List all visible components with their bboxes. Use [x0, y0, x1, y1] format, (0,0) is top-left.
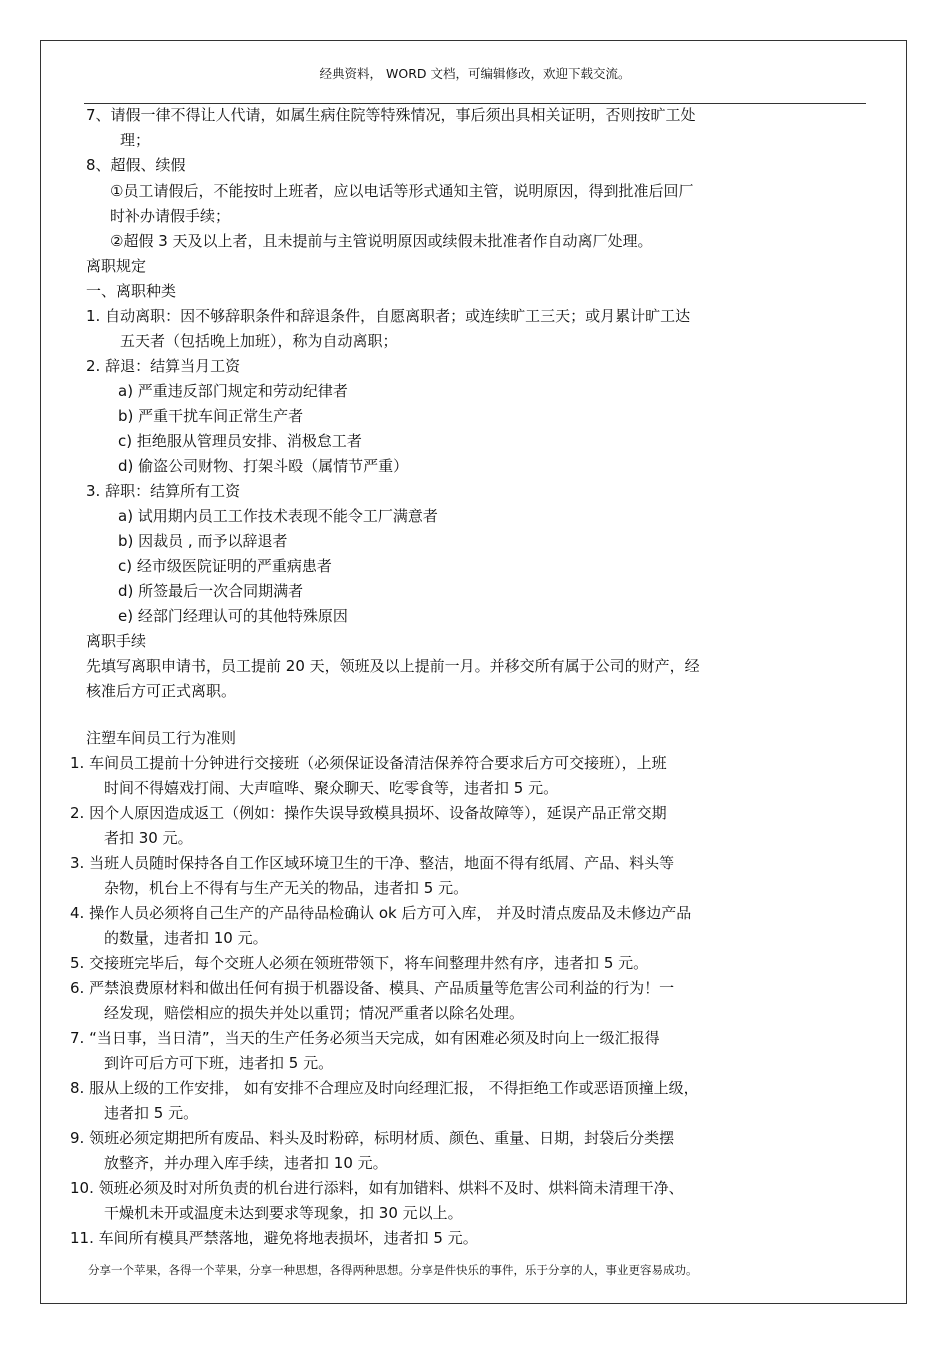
text-line: 11. 车间所有模具严禁落地，避免将地表损坏，违者扣 5 元。: [70, 1229, 478, 1247]
text-line: b) 因裁员 , 而予以辞退者: [118, 532, 288, 550]
text-line: 10. 领班必须及时对所负责的机台进行添料，如有加错料、烘料不及时、烘料筒未清理干净、: [70, 1179, 684, 1197]
text-line: 7. “当日事，当日清”，当天的生产任务必须当天完成，如有困难必须及时向上一级汇报得: [70, 1029, 660, 1047]
text-line: 者扣 30 元。: [104, 829, 193, 847]
text-line: 违者扣 5 元。: [104, 1104, 199, 1122]
text-line: d) 所签最后一次合同期满者: [118, 582, 304, 600]
text-line: 离职手续: [86, 632, 147, 650]
text-line: c) 经市级医院证明的严重病患者: [118, 557, 332, 575]
text-line: 时补办请假手续；: [110, 207, 231, 225]
text-line: 时间不得嬉戏打闹、大声喧哗、聚众聊天、吃零食等，违者扣 5 元。: [104, 779, 559, 797]
text-line: 7、请假一律不得让人代请，如属生病住院等特殊情况，事后须出具相关证明，否则按旷工处: [86, 106, 696, 124]
text-line: ①员工请假后，不能按时上班者，应以电话等形式通知主管，说明原因，得到批准后回厂: [110, 182, 694, 200]
text-line: 先填写离职申请书，员工提前 20 天，领班及以上提前一月。并移交所有属于公司的财产，经: [86, 657, 700, 675]
text-line: 干燥机未开或温度未达到要求等现象，扣 30 元以上。: [104, 1204, 463, 1222]
text-line: 5. 交接班完毕后，每个交班人必须在领班带领下，将车间整理井然有序，违者扣 5 元。: [70, 954, 649, 972]
text-line: 注塑车间员工行为准则: [86, 729, 237, 747]
text-line: c) 拒绝服从管理员安排、消极怠工者: [118, 432, 362, 450]
text-line: b) 严重干扰车间正常生产者: [118, 407, 304, 425]
text-line: a) 严重违反部门规定和劳动纪律者: [118, 382, 348, 400]
text-line: ②超假 3 天及以上者，且未提前与主管说明原因或续假未批准者作自动离厂处理。: [110, 232, 653, 250]
text-line: 9. 领班必须定期把所有废品、料头及时粉碎，标明材质、颜色、重量、日期，封袋后分类摆: [70, 1129, 675, 1147]
text-line: 五天者（包括晚上加班），称为自动离职；: [120, 332, 398, 350]
text-line: 2. 因个人原因造成返工（例如：操作失误导致模具损坏、设备故障等），延误产品正常交期: [70, 804, 667, 822]
text-line: 2. 辞退：结算当月工资: [86, 357, 241, 375]
text-line: 一、离职种类: [86, 282, 177, 300]
text-line: d) 偷盗公司财物、打架斗殴（属情节严重）: [118, 457, 409, 475]
text-line: 离职规定: [86, 257, 147, 275]
page-footer: 分享一个苹果，各得一个苹果，分享一种思想，各得两种思想。分享是件快乐的事件，乐于分享的人，事业更容易成功。: [88, 1263, 698, 1277]
text-line: 1. 自动离职：因不够辞职条件和辞退条件，自愿离职者；或连续旷工三天；或月累计旷工达: [86, 307, 691, 325]
text-line: 3. 当班人员随时保持各自工作区域环境卫生的干净、整洁，地面不得有纸屑、产品、料头等: [70, 854, 675, 872]
text-line: 6. 严禁浪费原材料和做出任何有损于机器设备、模具、产品质量等危害公司利益的行为！一: [70, 979, 675, 997]
text-line: 8、超假、续假: [86, 156, 186, 174]
page-header: 经典资料， WORD 文档，可编辑修改，欢迎下载交流。: [319, 66, 631, 81]
text-line: 的数量，违者扣 10 元。: [104, 929, 268, 947]
text-line: 放整齐，并办理入库手续，违者扣 10 元。: [104, 1154, 388, 1172]
text-line: 理；: [120, 131, 151, 149]
text-line: e) 经部门经理认可的其他特殊原因: [118, 607, 348, 625]
text-line: a) 试用期内员工工作技术表现不能令工厂满意者: [118, 507, 438, 525]
text-line: 8. 服从上级的工作安排， 如有安排不合理应及时向经理汇报， 不得拒绝工作或恶语顶撞上级，: [70, 1079, 699, 1097]
text-line: 经发现，赔偿相应的损失并处以重罚；情况严重者以除名处理。: [104, 1004, 525, 1022]
text-line: 3. 辞职：结算所有工资: [86, 482, 241, 500]
text-line: 4. 操作人员必须将自己生产的产品待品检确认 ok 后方可入库， 并及时清点废品及未修边产品: [70, 904, 692, 922]
text-line: 核准后方可正式离职。: [86, 682, 237, 700]
text-line: 1. 车间员工提前十分钟进行交接班（必须保证设备清洁保养符合要求后方可交接班），上班: [70, 754, 667, 772]
text-line: 到许可后方可下班，违者扣 5 元。: [104, 1054, 334, 1072]
text-line: 杂物，机台上不得有与生产无关的物品，违者扣 5 元。: [104, 879, 469, 897]
